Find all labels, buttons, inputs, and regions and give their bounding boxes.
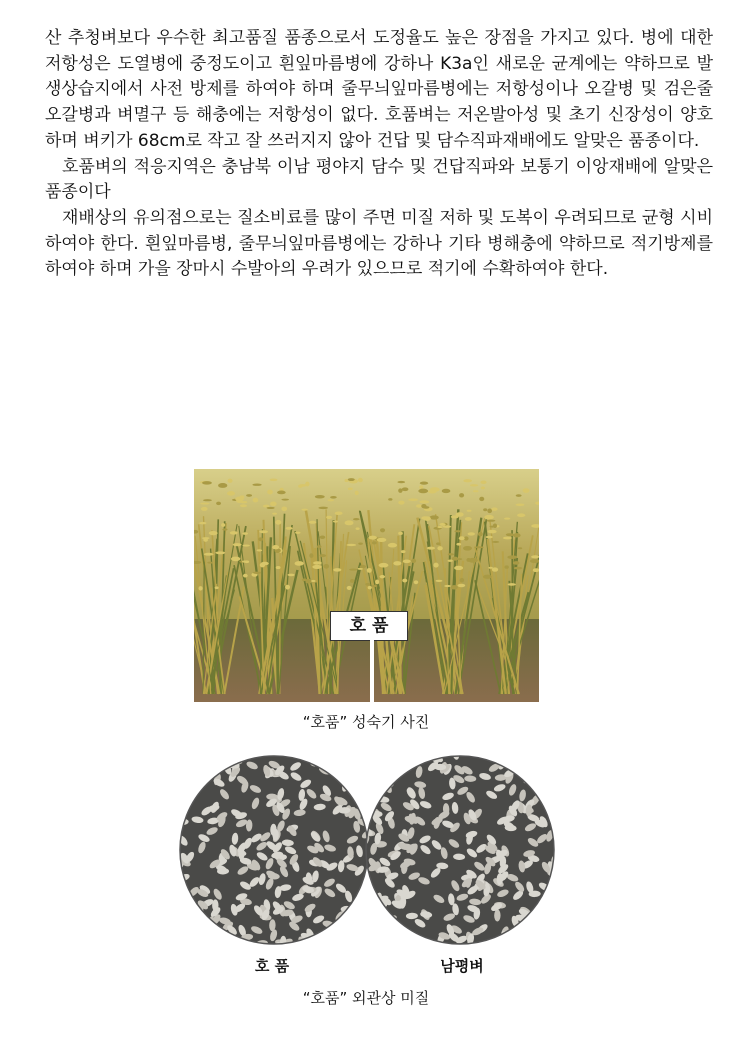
nampyeong-grain-circle [359,752,556,948]
label-pointer [370,639,374,702]
grain-comparison [178,752,556,948]
figure2-caption: “호품” 외관상 미질 [302,989,430,1007]
nampyeong-label: 남평벼 [440,957,484,975]
paragraph-3: 재배상의 유의점으로는 질소비료를 많이 주면 미질 저하 및 도복이 우려되므로 균형 시비 하여야 한다. 흰잎마름병, 줄무늬잎마름병에는 강하나 기타 병해충에 약하므로 적기방제를 하여야 하며 가을 장마시 수발아의 우려가 있으므로 적기에 수확하여야 한다. [45,207,713,280]
figure1-caption: “호품” 성숙기 사진 [302,713,430,731]
body-text [45,26,713,283]
paragraph-1: 산 추청벼보다 우수한 최고품질 품종으로서 도정율도 높은 장점을 가지고 있다. 병에 대한 저항성은 도열병에 중정도이고 흰잎마름병에 강하나 K3a인 새로운 균계에는 약하므로 발생상습지에서 사전 방제를 하여야 하며 줄무늬잎마름병에는 저항성이나 오갈병 및 검은줄오갈병과 벼멸구 등 해충에는 저항성이 없다. 호품벼는 저온발아성 및 초기 신장성이 양호하며 벼키가 68cm로 작고 잘 쓰러지지 않아 건답 및 담수직파재배에도 알맞은 품종이다. [45,28,713,151]
paragraph-2: 호품벼의 적응지역은 충남북 이남 평야지 담수 및 건답직파와 보통기 이앙재배에 알맞은 품종이다 [45,156,713,203]
hopum-label: 호 품 [254,957,290,975]
variety-label: 호 품 [349,616,389,636]
rice-field-photo [194,469,539,702]
variety-label-box [330,611,408,641]
hopum-grain-circle [178,752,374,948]
